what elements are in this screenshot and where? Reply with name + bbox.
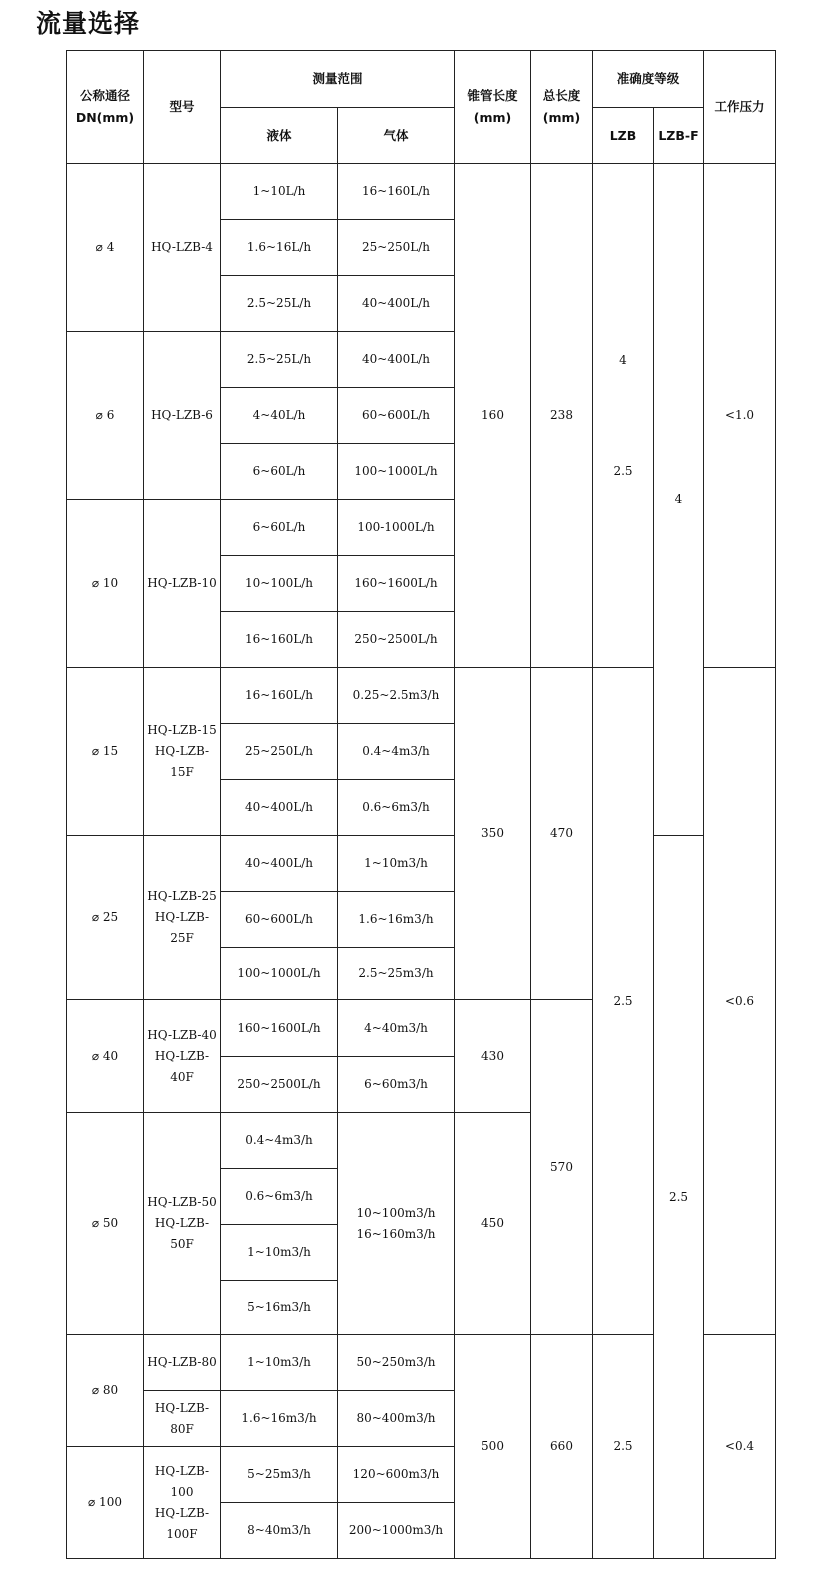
- gas-cell: 160~1600L/h: [338, 556, 455, 612]
- dn-cell: ⌀ 10: [67, 500, 144, 668]
- gas-cell: 10~100m3/h 16~160m3/h: [338, 1113, 455, 1335]
- gas-cell: 100-1000L/h: [338, 500, 455, 556]
- dn-cell: ⌀ 25: [67, 836, 144, 1000]
- gas-cell: 40~400L/h: [338, 332, 455, 388]
- liquid-cell: 1.6~16L/h: [221, 220, 338, 276]
- gas-cell: 60~600L/h: [338, 388, 455, 444]
- gas-cell: 0.6~6m3/h: [338, 780, 455, 836]
- liquid-cell: 16~160L/h: [221, 668, 338, 724]
- pressure-cell: <0.4: [704, 1335, 776, 1559]
- liquid-cell: 25~250L/h: [221, 724, 338, 780]
- gas-cell: 80~400m3/h: [338, 1391, 455, 1447]
- total-length-cell: 470: [531, 668, 593, 1000]
- lzbf-accuracy-cell: 2.5: [654, 836, 704, 1559]
- model-cell: HQ-LZB-4: [144, 164, 221, 332]
- gas-cell: 1~10m3/h: [338, 836, 455, 892]
- model-cell: HQ-LZB-25 HQ-LZB-25F: [144, 836, 221, 1000]
- gas-cell: 4~40m3/h: [338, 1000, 455, 1057]
- dn-cell: ⌀ 6: [67, 332, 144, 500]
- header-dn: 公称通径 DN(mm): [67, 51, 144, 164]
- cone-length-cell: 160: [455, 164, 531, 668]
- model-cell: HQ-LZB-15 HQ-LZB-15F: [144, 668, 221, 836]
- model-cell: HQ-LZB-80: [144, 1335, 221, 1391]
- cone-length-cell: 350: [455, 668, 531, 1000]
- liquid-cell: 6~60L/h: [221, 444, 338, 500]
- header-model: 型号: [144, 51, 221, 164]
- gas-cell: 50~250m3/h: [338, 1335, 455, 1391]
- gas-cell: 0.25~2.5m3/h: [338, 668, 455, 724]
- liquid-cell: 2.5~25L/h: [221, 276, 338, 332]
- model-cell: HQ-LZB-100 HQ-LZB-100F: [144, 1447, 221, 1559]
- gas-cell: 6~60m3/h: [338, 1057, 455, 1113]
- cone-length-cell: 450: [455, 1113, 531, 1335]
- gas-cell: 1.6~16m3/h: [338, 892, 455, 948]
- dn-cell: ⌀ 15: [67, 668, 144, 836]
- header-pressure: 工作压力: [704, 51, 776, 164]
- liquid-cell: 1~10L/h: [221, 164, 338, 220]
- gas-cell: 2.5~25m3/h: [338, 948, 455, 1000]
- model-cell: HQ-LZB-10: [144, 500, 221, 668]
- liquid-cell: 5~16m3/h: [221, 1281, 338, 1335]
- header-liquid: 液体: [221, 108, 338, 164]
- lzb-accuracy-cell: 4 2.5: [593, 164, 654, 668]
- liquid-cell: 1.6~16m3/h: [221, 1391, 338, 1447]
- liquid-cell: 0.6~6m3/h: [221, 1169, 338, 1225]
- gas-cell: 25~250L/h: [338, 220, 455, 276]
- model-cell: HQ-LZB-40 HQ-LZB-40F: [144, 1000, 221, 1113]
- dn-cell: ⌀ 50: [67, 1113, 144, 1335]
- liquid-cell: 0.4~4m3/h: [221, 1113, 338, 1169]
- flow-selection-table: [66, 50, 776, 1559]
- lzb-accuracy-cell: 2.5: [593, 1335, 654, 1559]
- liquid-cell: 2.5~25L/h: [221, 332, 338, 388]
- lzbf-accuracy-cell: 4: [654, 164, 704, 836]
- dn-cell: ⌀ 40: [67, 1000, 144, 1113]
- total-length-cell: 570: [531, 1000, 593, 1335]
- liquid-cell: 5~25m3/h: [221, 1447, 338, 1503]
- liquid-cell: 1~10m3/h: [221, 1225, 338, 1281]
- liquid-cell: 8~40m3/h: [221, 1503, 338, 1559]
- pressure-cell: <0.6: [704, 668, 776, 1335]
- header-lzbf: LZB-F: [654, 108, 704, 164]
- model-cell: HQ-LZB-50 HQ-LZB-50F: [144, 1113, 221, 1335]
- model-cell: HQ-LZB-80F: [144, 1391, 221, 1447]
- header-gas: 气体: [338, 108, 455, 164]
- total-length-cell: 660: [531, 1335, 593, 1559]
- lzb-accuracy-cell: 2.5: [593, 668, 654, 1335]
- page-title: 流量选择: [36, 9, 141, 38]
- header-accuracy: 准确度等级: [593, 51, 704, 108]
- gas-cell: 0.4~4m3/h: [338, 724, 455, 780]
- cone-length-cell: 500: [455, 1335, 531, 1559]
- liquid-cell: 6~60L/h: [221, 500, 338, 556]
- gas-cell: 40~400L/h: [338, 276, 455, 332]
- gas-cell: 200~1000m3/h: [338, 1503, 455, 1559]
- dn-cell: ⌀ 80: [67, 1335, 144, 1447]
- liquid-cell: 40~400L/h: [221, 836, 338, 892]
- pressure-cell: <1.0: [704, 164, 776, 668]
- header-cone-length: 锥管长度 (mm): [455, 51, 531, 164]
- liquid-cell: 100~1000L/h: [221, 948, 338, 1000]
- liquid-cell: 40~400L/h: [221, 780, 338, 836]
- total-length-cell: 238: [531, 164, 593, 668]
- gas-cell: 120~600m3/h: [338, 1447, 455, 1503]
- liquid-cell: 4~40L/h: [221, 388, 338, 444]
- model-cell: HQ-LZB-6: [144, 332, 221, 500]
- gas-cell: 100~1000L/h: [338, 444, 455, 500]
- gas-cell: 16~160L/h: [338, 164, 455, 220]
- header-total-length: 总长度 (mm): [531, 51, 593, 164]
- liquid-cell: 60~600L/h: [221, 892, 338, 948]
- header-range: 测量范围: [221, 51, 455, 108]
- gas-cell: 250~2500L/h: [338, 612, 455, 668]
- liquid-cell: 1~10m3/h: [221, 1335, 338, 1391]
- dn-cell: ⌀ 100: [67, 1447, 144, 1559]
- liquid-cell: 250~2500L/h: [221, 1057, 338, 1113]
- liquid-cell: 16~160L/h: [221, 612, 338, 668]
- dn-cell: ⌀ 4: [67, 164, 144, 332]
- liquid-cell: 10~100L/h: [221, 556, 338, 612]
- liquid-cell: 160~1600L/h: [221, 1000, 338, 1057]
- header-lzb: LZB: [593, 108, 654, 164]
- cone-length-cell: 430: [455, 1000, 531, 1113]
